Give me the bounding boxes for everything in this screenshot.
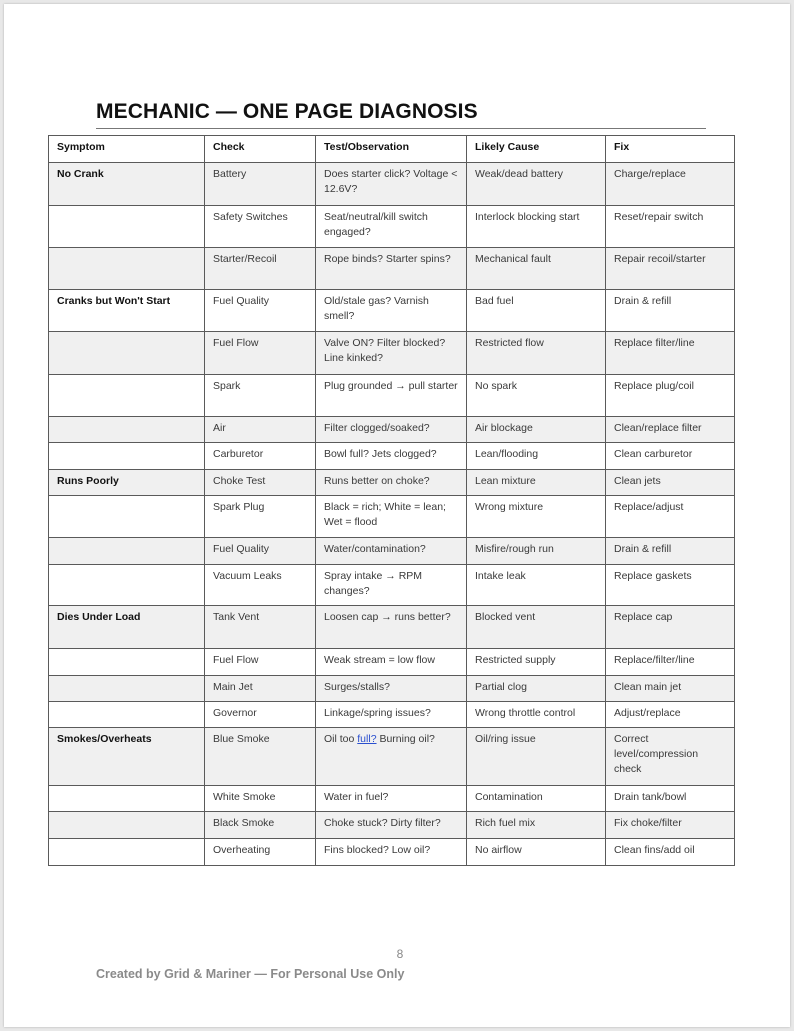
test-cell: Water in fuel? [316,786,467,812]
header-symptom: Symptom [49,136,205,163]
table-row [49,290,735,332]
test-cell: Weak stream = low flow [316,649,467,676]
header-check: Check [205,136,316,163]
table-header-row [49,136,735,163]
cause-cell: Air blockage [467,417,606,443]
table-row [49,375,735,417]
cause-cell: Restricted supply [467,649,606,676]
test-cell: Old/stale gas? Varnish smell? [316,290,467,332]
header-likely-cause: Likely Cause [467,136,606,163]
fix-cell: Clean jets [606,470,735,496]
footer-credit: Created by Grid & Mariner — For Personal Use Only [96,967,405,981]
test-cell: Black = rich; White = lean; Wet = flood [316,496,467,538]
check-cell: Carburetor [205,443,316,470]
header-test-observation: Test/Observation [316,136,467,163]
test-cell: Spray intake → RPM changes? [316,565,467,606]
fix-cell: Replace plug/coil [606,375,735,417]
check-cell: Spark [205,375,316,417]
table-row [49,812,735,839]
fix-cell: Fix choke/filter [606,812,735,839]
cause-cell: Intake leak [467,565,606,606]
table-row [49,606,735,649]
check-cell: White Smoke [205,786,316,812]
symptom-cell [49,565,205,606]
cause-cell: Wrong mixture [467,496,606,538]
fix-cell: Clean/replace filter [606,417,735,443]
check-cell: Starter/Recoil [205,248,316,290]
cause-cell: Oil/ring issue [467,728,606,786]
test-cell: Surges/stalls? [316,676,467,702]
table-row [49,538,735,565]
cause-cell: Wrong throttle control [467,702,606,728]
check-cell: Main Jet [205,676,316,702]
symptom-cell: No Crank [49,163,205,206]
test-text: Oil too [324,733,358,745]
symptom-cell: Runs Poorly [49,470,205,496]
fix-cell: Replace cap [606,606,735,649]
cause-cell: Blocked vent [467,606,606,649]
check-cell: Vacuum Leaks [205,565,316,606]
header-fix: Fix [606,136,735,163]
diagnosis-table [48,135,735,866]
cause-cell: Weak/dead battery [467,163,606,206]
symptom-cell [49,538,205,565]
fix-cell: Drain & refill [606,538,735,565]
fix-cell: Drain tank/bowl [606,786,735,812]
cause-cell: Rich fuel mix [467,812,606,839]
check-cell: Choke Test [205,470,316,496]
table-row [49,786,735,812]
check-cell: Overheating [205,839,316,866]
symptom-cell [49,786,205,812]
fix-cell: Drain & refill [606,290,735,332]
fix-cell: Replace/filter/line [606,649,735,676]
cause-cell: Lean/flooding [467,443,606,470]
check-cell: Fuel Flow [205,332,316,375]
fix-cell: Clean carburetor [606,443,735,470]
symptom-cell [49,206,205,248]
fix-cell: Replace filter/line [606,332,735,375]
table-row [49,496,735,538]
cause-cell: Misfire/rough run [467,538,606,565]
cause-cell: No airflow [467,839,606,866]
symptom-cell [49,702,205,728]
table-row [49,676,735,702]
symptom-cell [49,676,205,702]
test-cell: Filter clogged/soaked? [316,417,467,443]
check-cell: Fuel Flow [205,649,316,676]
test-cell: Valve ON? Filter blocked? Line kinked? [316,332,467,375]
check-cell: Battery [205,163,316,206]
page-number: 8 [396,947,404,961]
page-title: MECHANIC — ONE PAGE DIAGNOSIS [96,100,706,129]
test-cell: Water/contamination? [316,538,467,565]
symptom-cell [49,443,205,470]
table-row [49,417,735,443]
table-row [49,248,735,290]
cause-cell: Restricted flow [467,332,606,375]
table-row [49,332,735,375]
test-cell: Runs better on choke? [316,470,467,496]
test-text: Burning oil? [376,733,435,745]
check-cell: Blue Smoke [205,728,316,786]
check-cell: Safety Switches [205,206,316,248]
table-row [49,443,735,470]
check-cell: Governor [205,702,316,728]
symptom-cell [49,812,205,839]
symptom-cell: Smokes/Overheats [49,728,205,786]
symptom-cell [49,649,205,676]
fix-cell: Repair recoil/starter [606,248,735,290]
fix-cell: Clean main jet [606,676,735,702]
fix-cell: Reset/repair switch [606,206,735,248]
check-cell: Spark Plug [205,496,316,538]
fix-cell: Correct level/compression check [606,728,735,786]
table-row [49,565,735,606]
fix-cell: Replace gaskets [606,565,735,606]
fix-cell: Charge/replace [606,163,735,206]
cause-cell: Mechanical fault [467,248,606,290]
table-row [49,839,735,866]
table-row [49,163,735,206]
spellcheck-link[interactable]: full? [357,733,377,745]
test-cell: Choke stuck? Dirty filter? [316,812,467,839]
table-row [49,470,735,496]
table-row [49,728,735,786]
symptom-cell [49,248,205,290]
symptom-cell [49,496,205,538]
test-cell: Rope binds? Starter spins? [316,248,467,290]
check-cell: Tank Vent [205,606,316,649]
cause-cell: Partial clog [467,676,606,702]
test-cell: Does starter click? Voltage < 12.6V? [316,163,467,206]
check-cell: Fuel Quality [205,538,316,565]
test-cell: Plug grounded → pull starter [316,375,467,417]
symptom-cell: Cranks but Won't Start [49,290,205,332]
test-cell [316,728,467,786]
check-cell: Black Smoke [205,812,316,839]
cause-cell: Interlock blocking start [467,206,606,248]
symptom-cell [49,417,205,443]
cause-cell: No spark [467,375,606,417]
check-cell: Fuel Quality [205,290,316,332]
test-cell: Seat/neutral/kill switch engaged? [316,206,467,248]
symptom-cell [49,332,205,375]
test-cell: Linkage/spring issues? [316,702,467,728]
test-cell: Bowl full? Jets clogged? [316,443,467,470]
table-row [49,649,735,676]
table-row [49,206,735,248]
document-page [4,4,790,1027]
symptom-cell: Dies Under Load [49,606,205,649]
symptom-cell [49,839,205,866]
check-cell: Air [205,417,316,443]
cause-cell: Lean mixture [467,470,606,496]
fix-cell: Replace/adjust [606,496,735,538]
cause-cell: Bad fuel [467,290,606,332]
fix-cell: Clean fins/add oil [606,839,735,866]
fix-cell: Adjust/replace [606,702,735,728]
cause-cell: Contamination [467,786,606,812]
test-cell: Loosen cap → runs better? [316,606,467,649]
table-row [49,702,735,728]
test-cell: Fins blocked? Low oil? [316,839,467,866]
symptom-cell [49,375,205,417]
